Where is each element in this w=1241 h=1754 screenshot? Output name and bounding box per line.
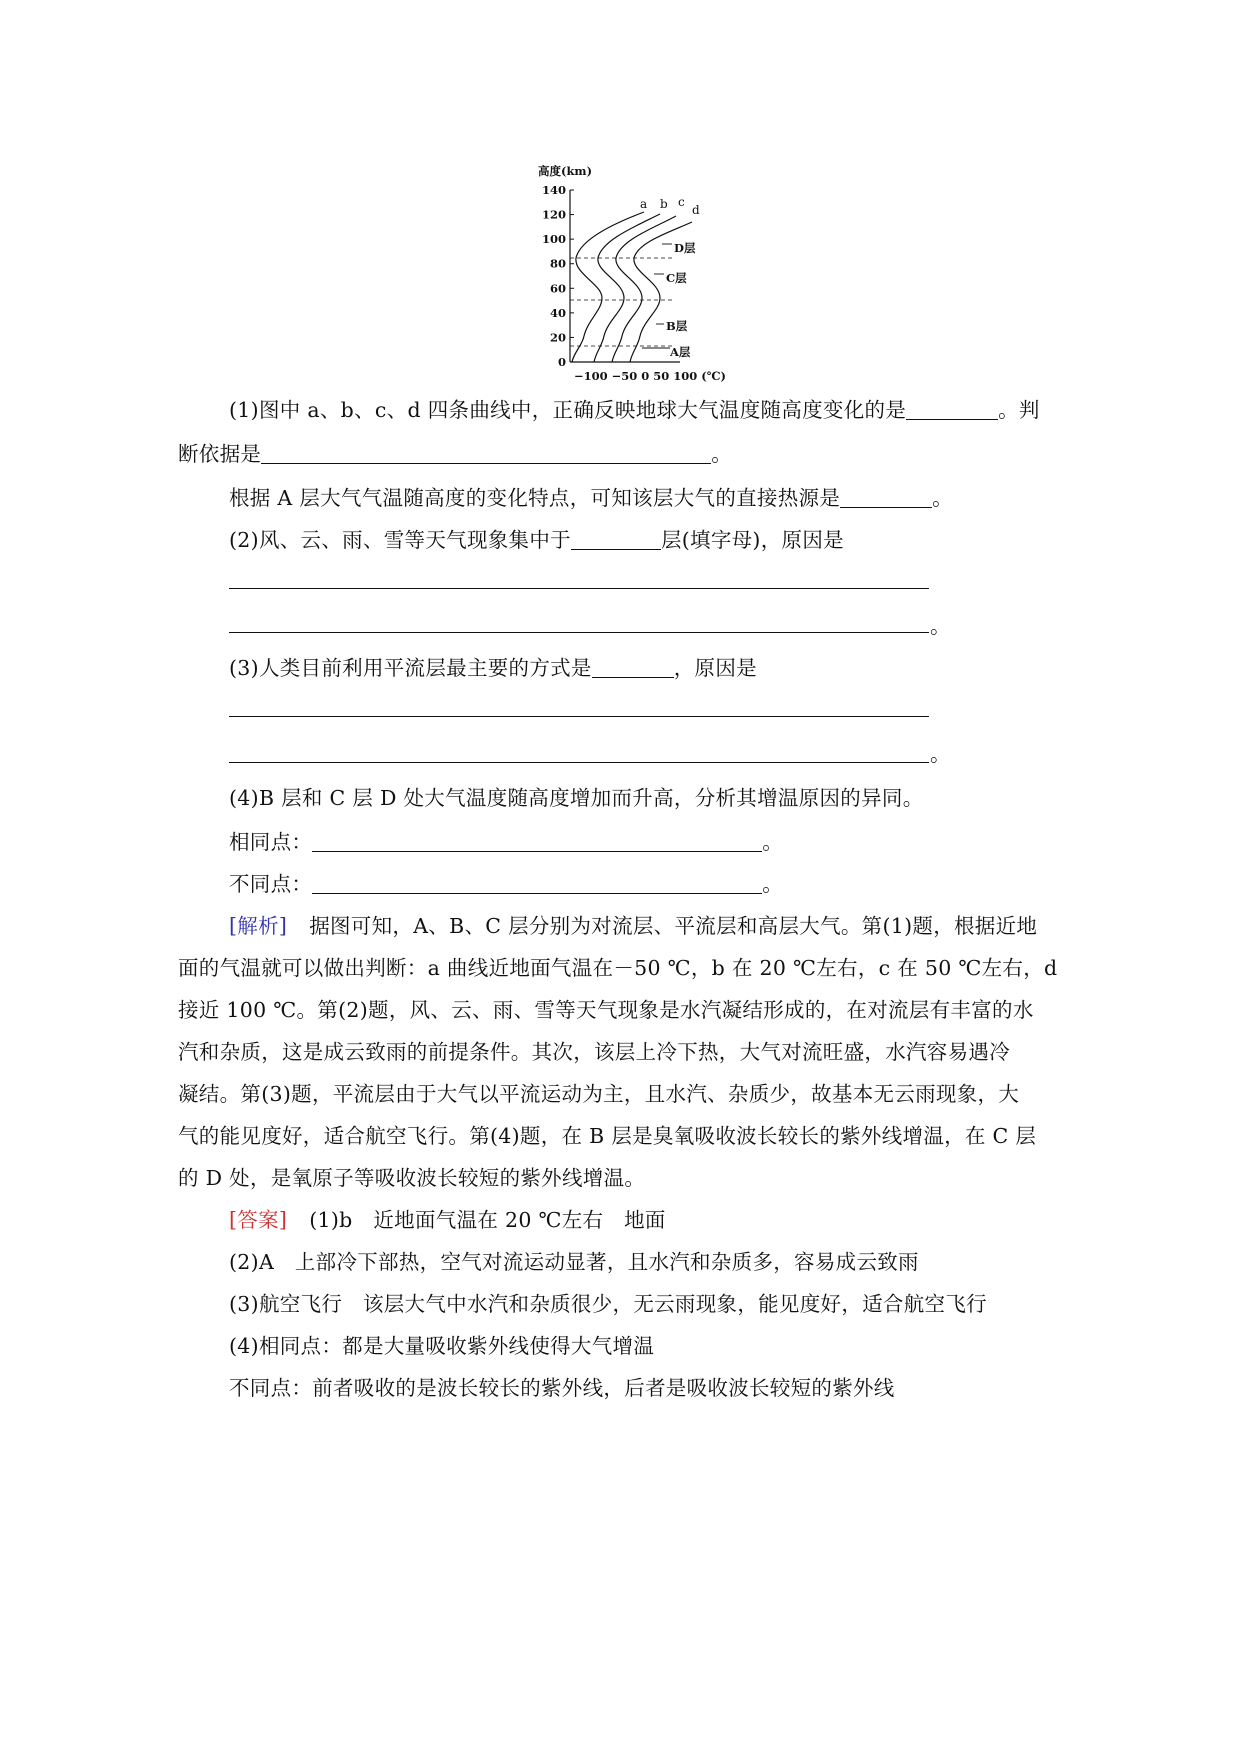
temperature-height-diagram <box>536 160 746 392</box>
q3-period: 。 <box>930 742 951 766</box>
q2-text: (2)风、云、雨、雪等天气现象集中于 <box>229 528 571 552</box>
period: 。 <box>762 872 784 896</box>
y-tick-label: 60 <box>549 281 566 296</box>
q3-line1 <box>229 654 757 682</box>
curve-label-b: b <box>660 197 668 211</box>
period: 。 <box>932 486 953 510</box>
q1-text: (1)图中 a、b、c、d 四条曲线中，正确反映地球大气温度随高度变化的是 <box>229 398 907 422</box>
q4-diff-line <box>229 870 783 898</box>
q1-end: 。判 <box>998 398 1040 422</box>
layer-label-a: A层 <box>670 345 691 359</box>
analysis-tag: [解析] <box>229 914 288 938</box>
atmosphere-temperature-figure <box>536 160 746 392</box>
analysis-line-5: 凝结。第(3)题，平流层由于大气以平流运动为主，且水汽、杂质少，故基本无云雨现象，大 <box>178 1082 1020 1106</box>
q4-diff-blank[interactable] <box>312 873 762 894</box>
answer-tag: [答案] <box>229 1208 288 1232</box>
q1-heat-blank[interactable] <box>840 487 932 508</box>
q3-use-blank[interactable] <box>592 657 674 678</box>
layer-label-d: D层 <box>674 241 696 255</box>
analysis-line-4: 汽和杂质，这是成云致雨的前提条件。其次，该层上冷下热，大气对流旺盛，水汽容易遇冷 <box>178 1040 1010 1064</box>
y-tick-label: 120 <box>541 207 566 222</box>
answer-line-4: (4)相同点：都是大量吸收紫外线使得大气增温 <box>229 1334 655 1358</box>
answer-text-1: (1)b 近地面气温在 20 ℃左右 地面 <box>309 1208 666 1232</box>
q3-reason-blank-1[interactable] <box>229 716 929 717</box>
answer-line-1 <box>229 1206 666 1234</box>
y-tick-label: 20 <box>549 330 566 345</box>
q1-line2 <box>178 440 732 468</box>
y-tick-label: 40 <box>549 305 566 320</box>
q3-text: (3)人类目前利用平流层最主要的方式是 <box>229 656 592 680</box>
q1-line1 <box>229 396 1040 424</box>
q3-reason-blank-2[interactable] <box>229 762 929 763</box>
q1-answer-blank[interactable] <box>906 399 998 420</box>
q4-line1: (4)B 层和 C 层 D 处大气温度随高度增加而升高，分析其增温原因的异同。 <box>229 786 924 810</box>
analysis-line-3: 接近 100 ℃。第(2)题，风、云、雨、雪等天气现象是水汽凝结形成的，在对流层有丰富的水 <box>178 998 1034 1022</box>
y-tick-group <box>542 183 574 369</box>
q2-line1 <box>229 526 844 554</box>
analysis-line-7: 的 D 处，是氧原子等吸收波长较短的紫外线增温。 <box>178 1166 646 1190</box>
y-tick-label: 80 <box>549 256 566 271</box>
curve-label-a: a <box>640 197 648 211</box>
q2-end: 层(填字母)，原因是 <box>660 528 844 552</box>
q4-same-line <box>229 828 783 856</box>
q1-basis-text: 断依据是 <box>178 442 262 466</box>
analysis-line-2: 面的气温就可以做出判断：a 曲线近地面气温在－50 ℃，b 在 20 ℃左右，c 在 50 ℃左右，d <box>178 956 1058 980</box>
y-tick-label: 0 <box>557 355 566 369</box>
q1-basis-blank[interactable] <box>261 443 711 464</box>
curve-b <box>594 214 660 362</box>
curve-a <box>572 212 644 362</box>
analysis-text-1: 据图可知，A、B、C 层分别为对流层、平流层和高层大气。第(1)题，根据近地 <box>309 914 1038 938</box>
q4-same-blank[interactable] <box>312 831 762 852</box>
q2-reason-blank-1[interactable] <box>229 588 929 589</box>
analysis-line-6: 气的能见度好，适合航空飞行。第(4)题，在 B 层是臭氧吸收波长较长的紫外线增温，在 C 层 <box>178 1124 1037 1148</box>
answer-line-3: (3)航空飞行 该层大气中水汽和杂质很少，无云雨现象，能见度好，适合航空飞行 <box>229 1292 987 1316</box>
q1-line3 <box>229 484 953 512</box>
q2-layer-blank[interactable] <box>571 529 661 550</box>
y-axis-title: 高度(km) <box>538 164 593 178</box>
y-tick-label: 100 <box>541 232 566 247</box>
q4-same-label: 相同点： <box>229 830 313 854</box>
layer-label-b: B层 <box>666 319 688 333</box>
y-tick-label: 140 <box>541 183 566 197</box>
layer-label-c: C层 <box>666 271 687 285</box>
period: 。 <box>762 830 784 854</box>
answer-line-2: (2)A 上部冷下部热，空气对流运动显著，且水汽和杂质多，容易成云致雨 <box>229 1250 919 1274</box>
q1-heat-text: 根据 A 层大气气温随高度的变化特点，可知该层大气的直接热源是 <box>229 486 841 510</box>
curve-label-c: c <box>678 195 685 209</box>
analysis-line-1 <box>229 912 1037 940</box>
q2-period: 。 <box>930 614 951 638</box>
period: 。 <box>711 442 733 466</box>
q4-diff-label: 不同点： <box>229 872 313 896</box>
x-tick-labels: −100 −50 0 50 100 (℃) <box>574 369 726 383</box>
curve-label-d: d <box>692 203 700 217</box>
q3-end: ，原因是 <box>673 656 757 680</box>
q2-reason-blank-2[interactable] <box>229 632 929 633</box>
answer-line-5: 不同点：前者吸收的是波长较长的紫外线，后者是吸收波长较短的紫外线 <box>229 1376 895 1400</box>
